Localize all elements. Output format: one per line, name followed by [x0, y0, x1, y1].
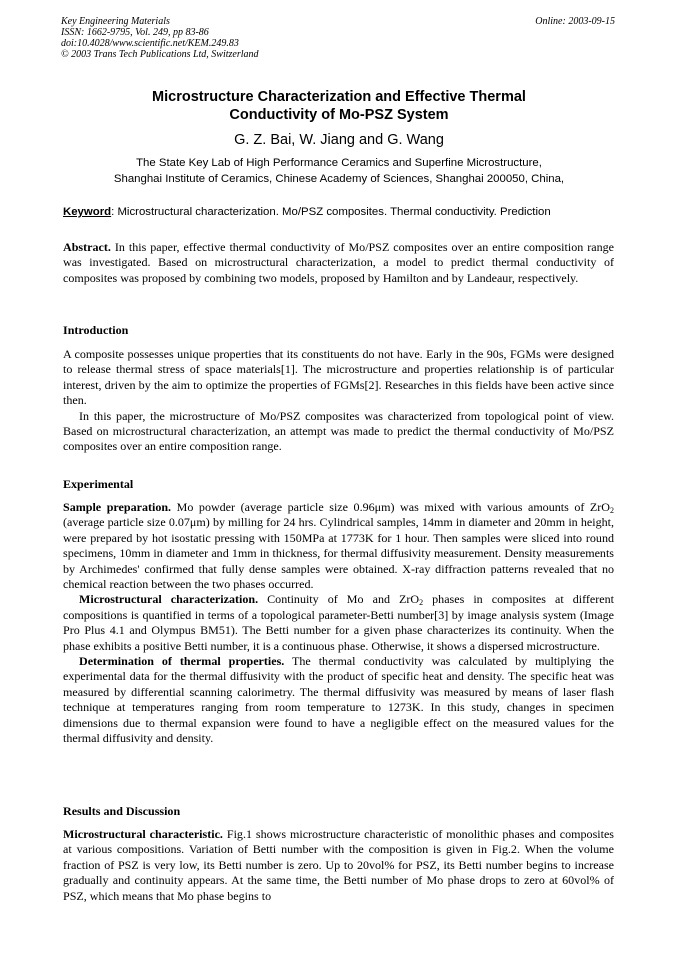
micro-subscript: 2: [419, 598, 424, 608]
abstract-label: Abstract.: [63, 240, 111, 254]
results-body: [63, 827, 614, 904]
micro-label: Microstructural characterization.: [79, 592, 259, 607]
online-date: Online: 2003-09-15: [535, 16, 615, 27]
abstract-text: In this paper, effective thermal conductivity of Mo/PSZ composites over an entire composition range was investigated. Based on microstructural characterization, a model to predict thermal conductivity of composites was proposed by combining two models, proposed by Hamilton and by Landeaur, respectively.: [63, 240, 614, 285]
journal-header: [61, 16, 259, 60]
affiliation-line-1: The State Key Lab of High Performance Ceramics and Superfine Microstructure,: [136, 157, 542, 169]
sample-preparation-paragraph: [63, 500, 614, 592]
abstract: [63, 240, 614, 286]
micro-text-2: phases in composites at different compositions is quantified in terms of a topological parameter-Betti number[3] by image analysis system (Image Pro Plus 4.1 and Olympus BM51). The Betti number for a given phase characterizes its continuity. When the phase exhibits a positive Betti number, it is a continuous phase. Otherwise, it shows a dispersed microstructure.: [63, 592, 614, 653]
journal-issn: ISSN: 1662-9795, Vol. 249, pp 83-86: [61, 27, 209, 38]
thermal-text: The thermal conductivity was calculated by multiplying the experimental data for the thermal diffusivity with the product of specific heat and density. The specific heat was measured by differential scanning calorimetry. The thermal diffusivity was measured by means of laser flash technique at temperatures ranging from room temperature to 1273K. In this study, changes in specimen dimensions due to thermal expansion were found to have a negligible effect on the measured values for the thermal diffusivity and density.: [63, 654, 614, 746]
sample-subscript: 2: [610, 506, 615, 515]
results-text: Fig.1 shows microstructure characteristic of monolithic phases and composites at various compositions. Variation of Betti number with the composition is given in Fig.2. When the volume fraction of PSZ is very low, its Betti number is zero. Up to 20vol% for PSZ, its Betti number begins to increase gradually and continuity appears. At the same time, the Betti number of Mo phase drops to zero at 60vol% of PSZ, which means that Mo phase begins to: [63, 827, 614, 903]
section-heading-experimental: Experimental: [63, 477, 134, 491]
sample-text-2: (average particle size 0.07μm) by milling for 24 hrs. Cylindrical samples, 14mm in diameter and 20mm in height, were prepared by hot isostatic pressing with 150MPa at 1773K for 1 hour. Then samples were sliced into round specimens, 10mm in diameter and 1mm in thickness, for thermal diffusivity measurement. Density measurements by Archimedes' confirmed that fully dense samples were obtained. X-ray diffraction patterns revealed that no chemical reaction between the two phases occurred.: [63, 515, 614, 592]
sample-text-1: Mo powder (average particle size 0.96μm) was mixed with various amounts of ZrO: [171, 500, 611, 514]
results-label: Microstructural characteristic.: [63, 827, 223, 841]
section-heading-introduction: Introduction: [63, 323, 129, 337]
introduction-body: [63, 347, 614, 455]
title-line-2: Conductivity of Mo-PSZ System: [229, 106, 449, 123]
section-heading-results: Results and Discussion: [63, 804, 181, 818]
experimental-body: [63, 500, 614, 747]
keyword-text: : Microstructural characterization. Mo/PSZ composites. Thermal conductivity. Prediction: [111, 206, 551, 218]
microstructural-characterization-paragraph: [63, 592, 614, 654]
thermal-properties-paragraph: [63, 654, 614, 746]
affiliation: [61, 156, 617, 187]
journal-name: Key Engineering Materials: [61, 16, 170, 27]
keywords: [63, 205, 623, 220]
micro-text-1: Continuity of Mo and ZrO: [258, 592, 420, 607]
thermal-label: Determination of thermal properties.: [79, 654, 285, 669]
affiliation-line-2: Shanghai Institute of Ceramics, Chinese Academy of Sciences, Shanghai 200050, China,: [113, 172, 565, 185]
intro-paragraph-1: A composite possesses unique properties that its constituents do not have. Early in the 90s, FGMs were designed to release thermal stress of space materials[1]. The microstructure and properties relationship is of particular interest, driven by the aim to optimize the properties of FGMs[2]. Researches in this fields have been active since then.: [63, 347, 614, 408]
sample-preparation-label: Sample preparation.: [63, 500, 172, 514]
intro-paragraph-2: In this paper, the microstructure of Mo/PSZ composites was characterized from topological point of view. Based on microstructural characterization, an attempt was made to predict the thermal conductivity of Mo/PSZ composites over an entire composition range.: [63, 408, 614, 454]
paper-title: [61, 89, 617, 124]
journal-copyright: © 2003 Trans Tech Publications Ltd, Switzerland: [61, 49, 259, 60]
author-list: G. Z. Bai, W. Jiang and G. Wang: [234, 132, 444, 148]
keyword-label: Keyword: [63, 206, 112, 218]
title-line-1: Microstructure Characterization and Effective Thermal: [152, 89, 526, 105]
journal-doi: doi:10.4028/www.scientific.net/KEM.249.83: [61, 38, 239, 49]
